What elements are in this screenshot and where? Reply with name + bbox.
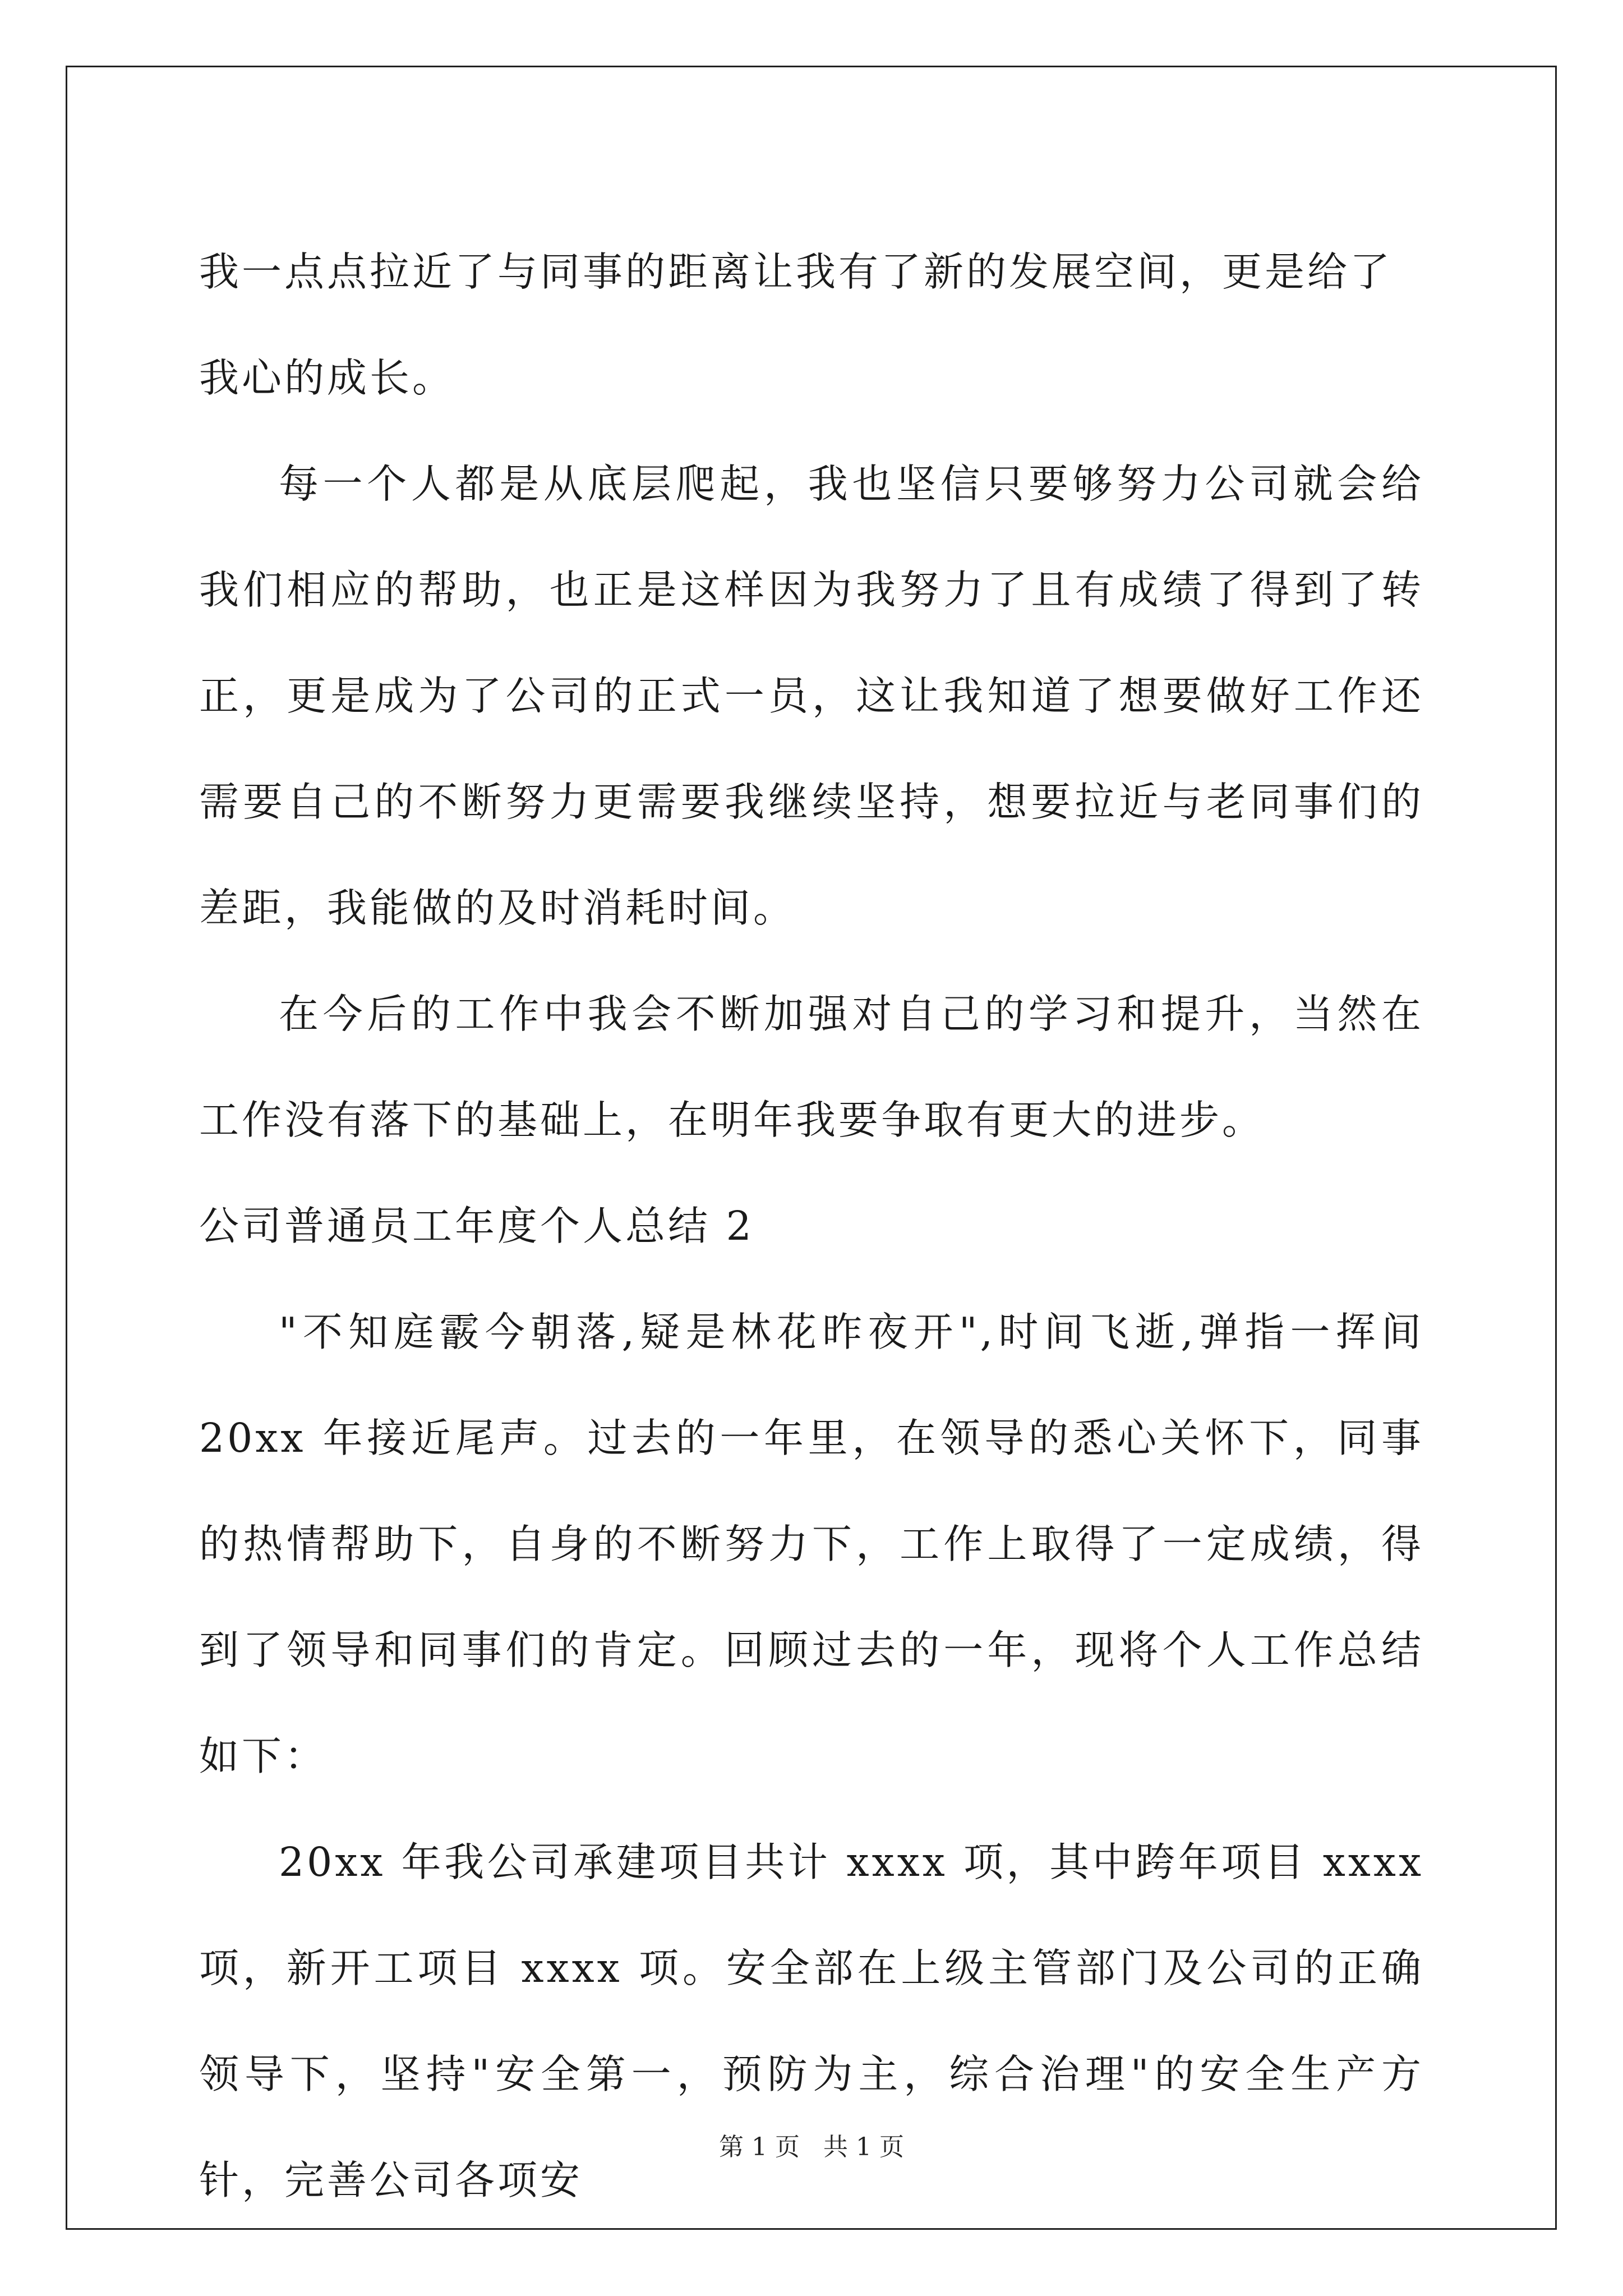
page-footer: 第 1 页 共 1 页 bbox=[719, 2133, 904, 2161]
paragraph-2: 每一个人都是从底层爬起，我也坚信只要够努力公司就会给我们相应的帮助，也正是这样因为我努力了且有成绩了得到了转正，更是成为了公司的正式一员，这让我知道了想要做好工作还需要自己的不断努力更需要我继续坚持，想要拉近与老同事们的差距，我能做的及时消耗时间。 bbox=[199, 461, 1424, 931]
paragraph-5: 20xx 年我公司承建项目共计 xxxx 项，其中跨年项目 xxxx 项，新开工项目 xxxx 项。安全部在上级主管部门及公司的正确领导下，坚持"安全第一，预防为主，综合治理"的安全生产方针，完善公司各项安 bbox=[199, 1839, 1424, 2203]
section-title: 公司普通员工年度个人总结 2 bbox=[199, 1203, 754, 1249]
paragraph-4: "不知庭霰今朝落,疑是林花昨夜开",时间飞逝,弹指一挥间 20xx 年接近尾声。过去的一年里，在领导的悉心关怀下，同事的热情帮助下，自身的不断努力下，工作上取得了一定成绩，得到了领导和同事们的肯定。回顾过去的一年，现将个人工作总结如下： bbox=[199, 1309, 1424, 1779]
document-body bbox=[199, 219, 1424, 2233]
paragraph-3: 在今后的工作中我会不断加强对自己的学习和提升，当然在工作没有落下的基础上，在明年我要争取有更大的进步。 bbox=[199, 991, 1424, 1143]
paragraph-1: 我一点点拉近了与同事的距离让我有了新的发展空间，更是给了我心的成长。 bbox=[199, 249, 1393, 401]
